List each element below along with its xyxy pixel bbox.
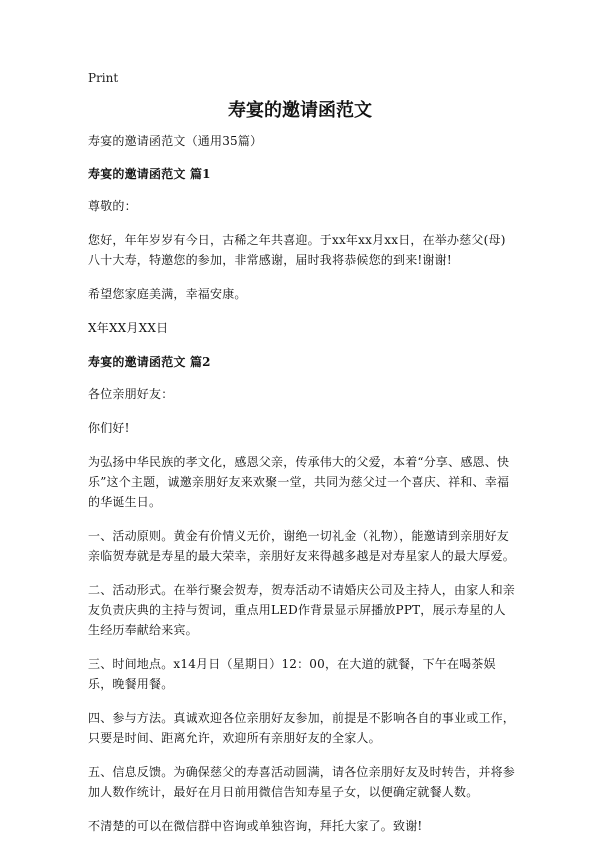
paragraph: 您好，年年岁岁有今日，古稀之年共喜迎。于xx年xx月xx日，在举办慈父(母)八十大寿，特邀您的参加，非常感谢，届时我将恭候您的到来!谢谢! [88, 233, 506, 267]
paragraph: X年XX月XX日 [88, 321, 169, 335]
document-subtitle: 寿宴的邀请函范文（通用35篇） [88, 134, 263, 148]
paragraph: 一、活动原则。黄金有价情义无价，谢绝一切礼金（礼物），能邀请到亲朋好友亲临贺寿就是寿星的最大荣幸，亲朋好友来得越多越是对寿星家人的最大厚爱。 [88, 529, 516, 563]
paragraph: 二、活动形式。在举行聚会贺寿，贺寿活动不请婚庆公司及主持人，由家人和亲友负责庆典的主持与贺词，重点用LED作背景显示屏播放PPT，展示寿星的人生经历奉献给来宾。 [88, 583, 516, 637]
document-body [88, 131, 516, 850]
paragraph: 你们好! [88, 421, 130, 435]
paragraph: 尊敬的： [88, 199, 137, 213]
paragraph: 三、时间地点。x14月日（星期日）12：00，在大道的就餐，下午在喝茶娱乐，晚餐用餐。 [88, 657, 496, 691]
paragraph: 四、参与方法。真诚欢迎各位亲朋好友参加，前提是不影响各自的事业或工作，只要是时间、距离允许，欢迎所有亲朋好友的全家人。 [88, 711, 516, 745]
section-heading: 寿宴的邀请函范文 篇2 [88, 355, 211, 369]
paragraph: 希望您家庭美满，幸福安康。 [88, 287, 247, 301]
paragraph: 五、信息反馈。为确保慈父的寿喜活动圆满，请各位亲朋好友及时转告，并将参加人数作统计，最好在月日前用微信告知寿星子女，以便确定就餐人数。 [88, 765, 516, 799]
section-heading: 寿宴的邀请函范文 篇1 [88, 167, 211, 181]
print-label: Print [88, 71, 119, 85]
paragraph: 为弘扬中华民族的孝文化，感恩父亲，传承伟大的父爱，本着“分享、感恩、快乐”这个主题，诚邀亲朋好友来欢聚一堂，共同为慈父过一个喜庆、祥和、幸福的华诞生日。 [88, 455, 510, 509]
paragraph: 各位亲朋好友： [88, 387, 174, 401]
document-title: 寿宴的邀请函范文 [228, 100, 372, 121]
paragraph: 不清楚的可以在微信群中咨询或单独咨询，拜托大家了。致谢! [88, 819, 423, 833]
